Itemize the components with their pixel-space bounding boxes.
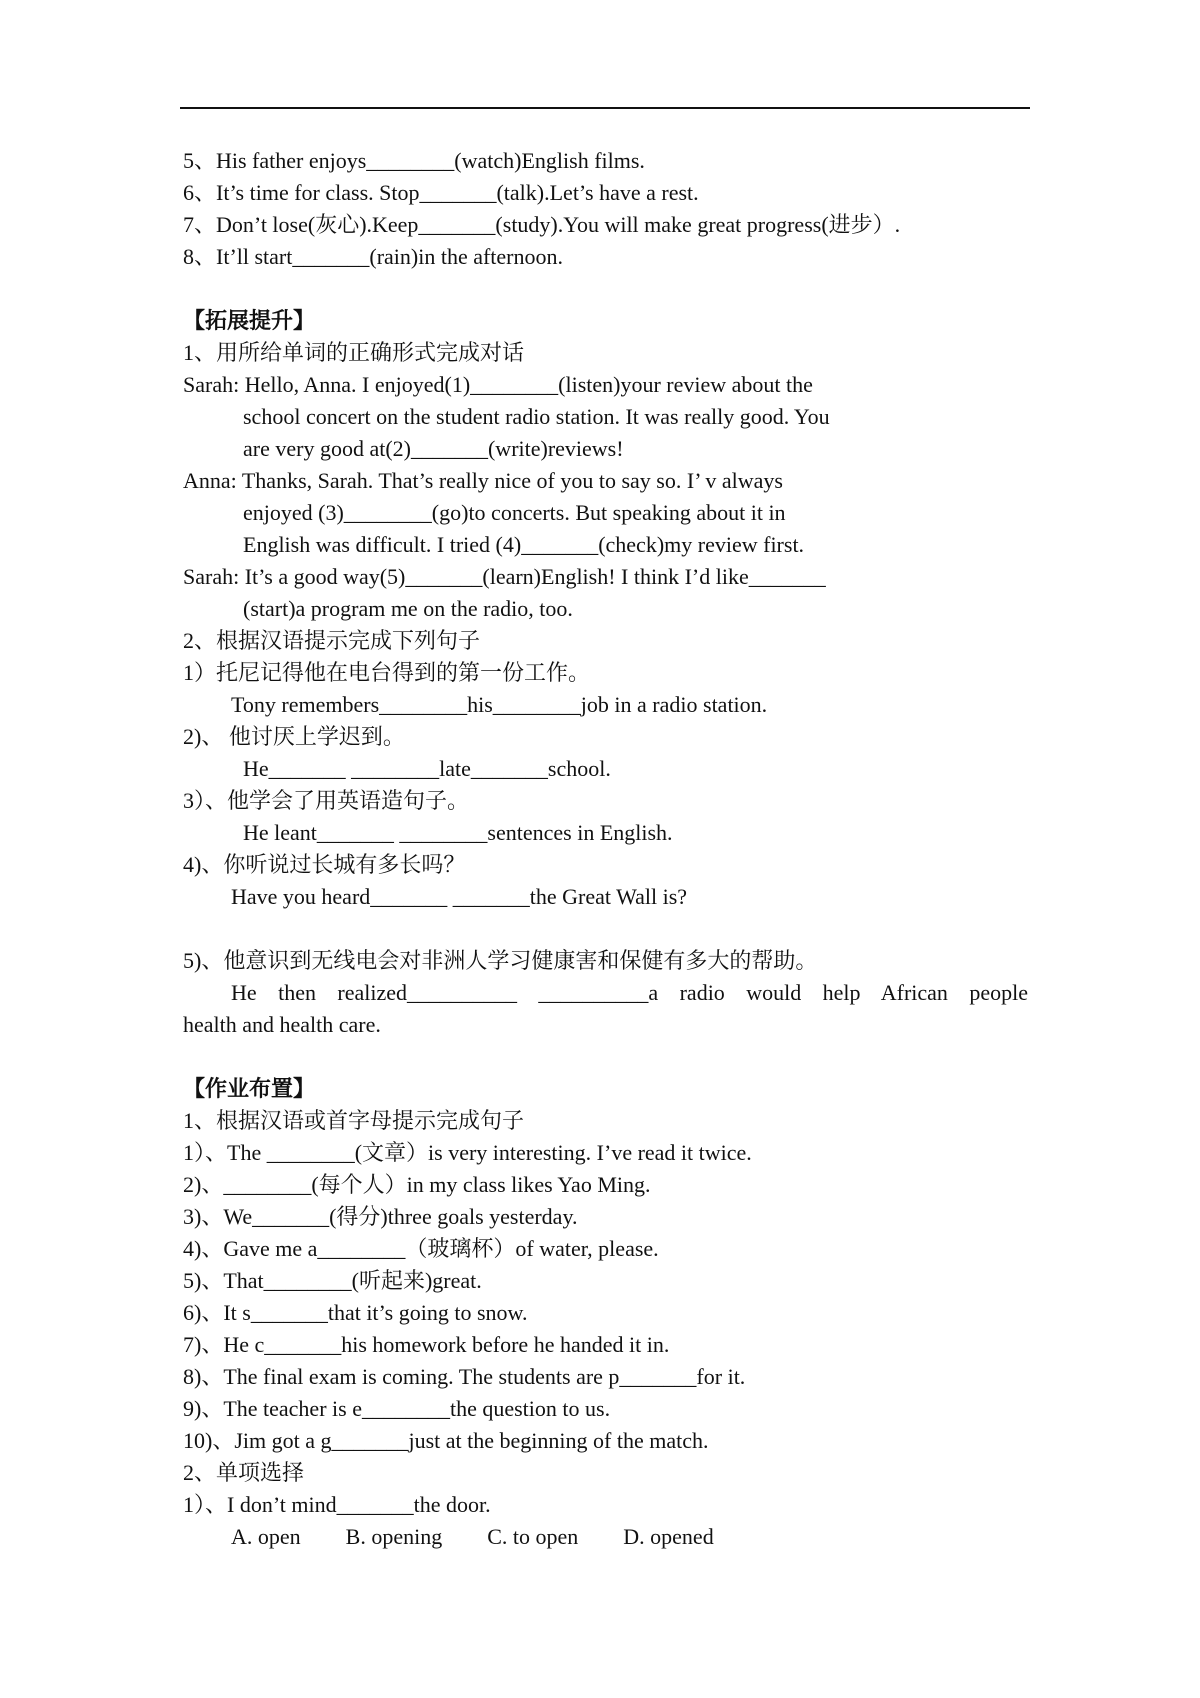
- question-line-en: Tony remembers________his________job in a radio station.: [231, 692, 768, 717]
- dialogue-line: Sarah: Hello, Anna. I enjoyed(1)________(listen)your review about the: [183, 372, 813, 397]
- homework-item: 6)、It s_______that it’s going to snow.: [183, 1300, 528, 1325]
- exercise-line: 8、It’ll start_______(rain)in the afternoon.: [183, 244, 564, 269]
- homework-item: 8)、The final exam is coming. The students are p_______for it.: [183, 1364, 746, 1389]
- worksheet-page: [183, 145, 1028, 1553]
- dialogue-line: Anna: Thanks, Sarah. That’s really nice of you to say so. I’ v always: [183, 468, 783, 493]
- dialogue-line: English was difficult. I tried (4)_______(check)my review first.: [243, 532, 805, 557]
- homework-item: 3)、We_______(得分)three goals yesterday.: [183, 1204, 578, 1229]
- section-heading-extension: 【拓展提升】: [183, 308, 316, 333]
- question-line-en: He_______ ________late_______school.: [243, 756, 611, 781]
- task-title: 1、用所给单词的正确形式完成对话: [183, 340, 525, 365]
- question-line-en: health and health care.: [183, 1012, 381, 1037]
- exercise-line: 5、His father enjoys________(watch)English films.: [183, 148, 645, 173]
- question-prompt-cn: 5)、他意识到无线电会对非洲人学习健康害和保健有多大的帮助。: [183, 948, 818, 973]
- homework-item: 5)、That________(听起来)great.: [183, 1268, 482, 1293]
- header-rule: [180, 107, 1030, 109]
- choice-b: B. opening: [345, 1524, 443, 1549]
- question-prompt-cn: 3）、他学会了用英语造句子。: [183, 788, 470, 813]
- question-prompt-cn: 1）托尼记得他在电台得到的第一份工作。: [183, 660, 591, 685]
- question-prompt-cn: 4)、你听说过长城有多长吗？: [183, 852, 466, 877]
- homework-item: 1）、The ________(文章）is very interesting. I’ve read it twice.: [183, 1140, 752, 1165]
- exercise-line: 7、Don’t lose(灰心).Keep_______(study).You will make great progress(进步）.: [183, 212, 901, 237]
- mc-question: 1）、I don’t mind_______the door.: [183, 1492, 491, 1517]
- question-prompt-cn: 2)、 他讨厌上学迟到。: [183, 724, 405, 749]
- homework-item: 7)、He c_______his homework before he handed it in.: [183, 1332, 670, 1357]
- dialogue-line: enjoyed (3)________(go)to concerts. But speaking about it in: [243, 500, 786, 525]
- question-line-en: He then realized__________ __________a radio would help African people: [231, 980, 1028, 1005]
- section-heading-homework: 【作业布置】: [183, 1076, 316, 1101]
- exercise-line: 6、It’s time for class. Stop_______(talk).Let’s have a rest.: [183, 180, 699, 205]
- homework-item: 2)、________(每个人）in my class likes Yao Ming.: [183, 1172, 651, 1197]
- mc-choices: [183, 1521, 1028, 1553]
- choice-c: C. to open: [487, 1524, 579, 1549]
- choice-a: A. open: [231, 1524, 301, 1549]
- dialogue-line: (start)a program me on the radio, too.: [243, 596, 573, 621]
- dialogue-line: are very good at(2)_______(write)reviews!: [243, 436, 624, 461]
- task-title: 2、根据汉语提示完成下列句子: [183, 628, 481, 653]
- task-title: 1、根据汉语或首字母提示完成句子: [183, 1108, 525, 1133]
- task-title: 2、单项选择: [183, 1460, 305, 1485]
- choice-d: D. opened: [623, 1524, 714, 1549]
- homework-item: 10)、Jim got a g_______just at the beginning of the match.: [183, 1428, 709, 1453]
- homework-item: 4)、Gave me a________（玻璃杯）of water, please.: [183, 1236, 659, 1261]
- question-line-en: Have you heard_______ _______the Great Wall is?: [231, 884, 688, 909]
- homework-item: 9)、The teacher is e________the question to us.: [183, 1396, 611, 1421]
- dialogue-line: school concert on the student radio station. It was really good. You: [243, 404, 830, 429]
- question-line-en: He leant_______ ________sentences in English.: [243, 820, 673, 845]
- dialogue-line: Sarah: It’s a good way(5)_______(learn)English! I think I’d like_______: [183, 564, 826, 589]
